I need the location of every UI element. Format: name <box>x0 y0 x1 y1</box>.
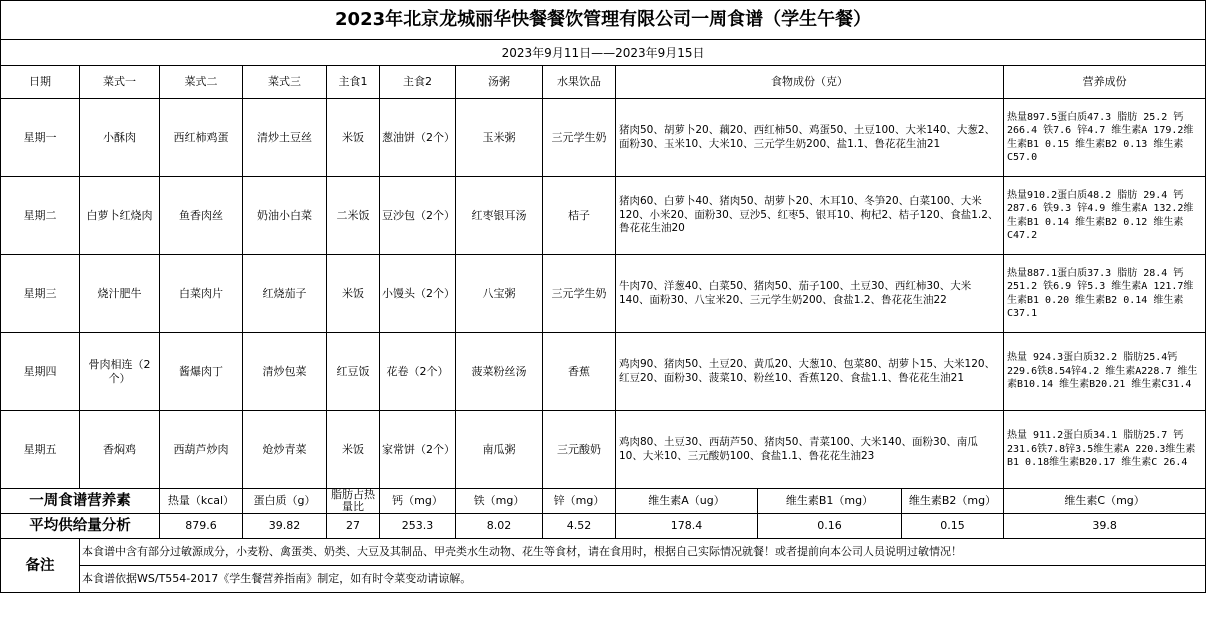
summary-value: 27 <box>327 514 380 539</box>
header-dish1: 菜式一 <box>80 66 160 99</box>
header-staple1: 主食1 <box>327 66 380 99</box>
notes-row <box>1 566 1206 593</box>
fruit-drink: 桔子 <box>543 177 616 255</box>
dish1: 小酥肉 <box>80 99 160 177</box>
day-row <box>1 411 1206 489</box>
summary-header: 锌（mg） <box>543 489 616 514</box>
allergen-note: 本食谱中含有部分过敏源成分，小麦粉、禽蛋类、奶类、大豆及其制品、甲壳类水生动物、花生等食材，请在食用时，根据自己实际情况就餐！或者提前向本公司人员说明过敏情况！ <box>80 539 1206 566</box>
soup: 八宝粥 <box>456 255 543 333</box>
guideline-note: 本食谱依据WS/T554-2017《学生餐营养指南》制定，如有时令菜变动请谅解。 <box>80 566 1206 593</box>
fruit-drink: 香蕉 <box>543 333 616 411</box>
dish3: 炝炒青菜 <box>243 411 327 489</box>
dish2: 鱼香肉丝 <box>160 177 243 255</box>
nutrition: 热量 924.3蛋白质32.2 脂肪25.4钙229.6铁8.54锌4.2 维生素A228.7 维生素B10.14 维生素B20.21 维生素C31.4 <box>1004 333 1206 411</box>
staple1: 米饭 <box>327 99 380 177</box>
day-row <box>1 333 1206 411</box>
staple1: 红豆饭 <box>327 333 380 411</box>
nutrition: 热量 911.2蛋白质34.1 脂肪25.7 钙231.6铁7.8锌3.5维生素A 220.3维生素B1 0.18维生素B20.17 维生素C 26.4 <box>1004 411 1206 489</box>
summary-value: 8.02 <box>456 514 543 539</box>
day-row <box>1 255 1206 333</box>
day-name: 星期三 <box>1 255 80 333</box>
summary-header-row <box>1 489 1206 514</box>
ingredients: 猪肉60、白萝卜40、猪肉50、胡萝卜20、木耳10、冬笋20、白菜100、大米120、小米20、面粉30、豆沙5、红枣5、银耳10、枸杞2、桔子120、食盐1.2、鲁花花生油20 <box>616 177 1004 255</box>
dish1: 白萝卜红烧肉 <box>80 177 160 255</box>
dish3: 清炒土豆丝 <box>243 99 327 177</box>
date-range: 2023年9月11日——2023年9月15日 <box>1 40 1206 66</box>
nutrition: 热量910.2蛋白质48.2 脂肪 29.4 钙287.6 铁9.3 锌4.9 维生素A 132.2维生素B1 0.14 维生素B2 0.12 维生素C47.2 <box>1004 177 1206 255</box>
summary-value: 253.3 <box>380 514 456 539</box>
soup: 红枣银耳汤 <box>456 177 543 255</box>
header-dish2: 菜式二 <box>160 66 243 99</box>
header-nutrition: 营养成份 <box>1004 66 1206 99</box>
header-date: 日期 <box>1 66 80 99</box>
dish2: 酱爆肉丁 <box>160 333 243 411</box>
summary-value: 178.4 <box>616 514 758 539</box>
summary-header: 脂肪占热量比 <box>327 489 380 514</box>
nutrition: 热量887.1蛋白质37.3 脂肪 28.4 钙251.2 铁6.9 锌5.3 维生素A 121.7维生素B1 0.20 维生素B2 0.14 维生素C37.1 <box>1004 255 1206 333</box>
fruit-drink: 三元酸奶 <box>543 411 616 489</box>
dish2: 西红柿鸡蛋 <box>160 99 243 177</box>
summary-header: 热量（kcal） <box>160 489 243 514</box>
summary-value: 39.8 <box>1004 514 1206 539</box>
soup: 菠菜粉丝汤 <box>456 333 543 411</box>
summary-header: 维生素B1（mg） <box>758 489 902 514</box>
staple2: 家常饼（2个） <box>380 411 456 489</box>
dish3: 红烧茄子 <box>243 255 327 333</box>
summary-value: 0.15 <box>902 514 1004 539</box>
ingredients: 鸡肉80、土豆30、西葫芦50、猪肉50、青菜100、大米140、面粉30、南瓜10、大米10、三元酸奶100、食盐1.1、鲁花花生油23 <box>616 411 1004 489</box>
header-staple2: 主食2 <box>380 66 456 99</box>
fruit-drink: 三元学生奶 <box>543 99 616 177</box>
summary-header: 钙（mg） <box>380 489 456 514</box>
ingredients: 牛肉70、洋葱40、白菜50、猪肉50、茄子100、土豆30、西红柿30、大米140、面粉30、八宝米20、三元学生奶200、食盐1.2、鲁花花生油22 <box>616 255 1004 333</box>
header-row <box>1 66 1206 99</box>
day-name: 星期一 <box>1 99 80 177</box>
summary-value: 0.16 <box>758 514 902 539</box>
staple2: 豆沙包（2个） <box>380 177 456 255</box>
dish3: 奶油小白菜 <box>243 177 327 255</box>
header-ingredients: 食物成份（克） <box>616 66 1004 99</box>
staple1: 二米饭 <box>327 177 380 255</box>
staple1: 米饭 <box>327 411 380 489</box>
staple1: 米饭 <box>327 255 380 333</box>
dish1: 烧汁肥牛 <box>80 255 160 333</box>
summary-header: 铁（mg） <box>456 489 543 514</box>
ingredients: 鸡肉90、猪肉50、土豆20、黄瓜20、大葱10、包菜80、胡萝卜15、大米120、红豆20、面粉30、菠菜10、粉丝10、香蕉120、食盐1.1、鲁花花生油21 <box>616 333 1004 411</box>
summary-label-nutrients: 一周食谱营养素 <box>1 489 160 514</box>
summary-value: 39.82 <box>243 514 327 539</box>
page-title: 2023年北京龙城丽华快餐餐饮管理有限公司一周食谱（学生午餐） <box>1 1 1206 40</box>
dish2: 西葫芦炒肉 <box>160 411 243 489</box>
header-soup: 汤粥 <box>456 66 543 99</box>
dish2: 白菜肉片 <box>160 255 243 333</box>
staple2: 葱油饼（2个） <box>380 99 456 177</box>
summary-value: 879.6 <box>160 514 243 539</box>
summary-header: 维生素A（ug） <box>616 489 758 514</box>
notes-label: 备注 <box>1 539 80 593</box>
header-dish3: 菜式三 <box>243 66 327 99</box>
ingredients: 猪肉50、胡萝卜20、藕20、西红柿50、鸡蛋50、土豆100、大米140、大葱2、面粉30、玉米10、大米10、三元学生奶200、盐1.1、鲁花花生油21 <box>616 99 1004 177</box>
notes-row <box>1 539 1206 566</box>
soup: 玉米粥 <box>456 99 543 177</box>
summary-header: 维生素B2（mg） <box>902 489 1004 514</box>
dish3: 清炒包菜 <box>243 333 327 411</box>
summary-value: 4.52 <box>543 514 616 539</box>
day-row <box>1 177 1206 255</box>
summary-value-row <box>1 514 1206 539</box>
dish1: 骨肉相连（2个） <box>80 333 160 411</box>
summary-label-average: 平均供给量分析 <box>1 514 160 539</box>
day-name: 星期五 <box>1 411 80 489</box>
soup: 南瓜粥 <box>456 411 543 489</box>
dish1: 香焖鸡 <box>80 411 160 489</box>
header-fruit: 水果饮品 <box>543 66 616 99</box>
day-name: 星期二 <box>1 177 80 255</box>
staple2: 小馒头（2个） <box>380 255 456 333</box>
day-name: 星期四 <box>1 333 80 411</box>
fruit-drink: 三元学生奶 <box>543 255 616 333</box>
summary-header: 维生素C（mg） <box>1004 489 1206 514</box>
summary-header: 蛋白质（g） <box>243 489 327 514</box>
nutrition: 热量897.5蛋白质47.3 脂肪 25.2 钙266.4 铁7.6 锌4.7 维生素A 179.2维生素B1 0.15 维生素B2 0.13 维生素C57.0 <box>1004 99 1206 177</box>
day-row <box>1 99 1206 177</box>
staple2: 花卷（2个） <box>380 333 456 411</box>
